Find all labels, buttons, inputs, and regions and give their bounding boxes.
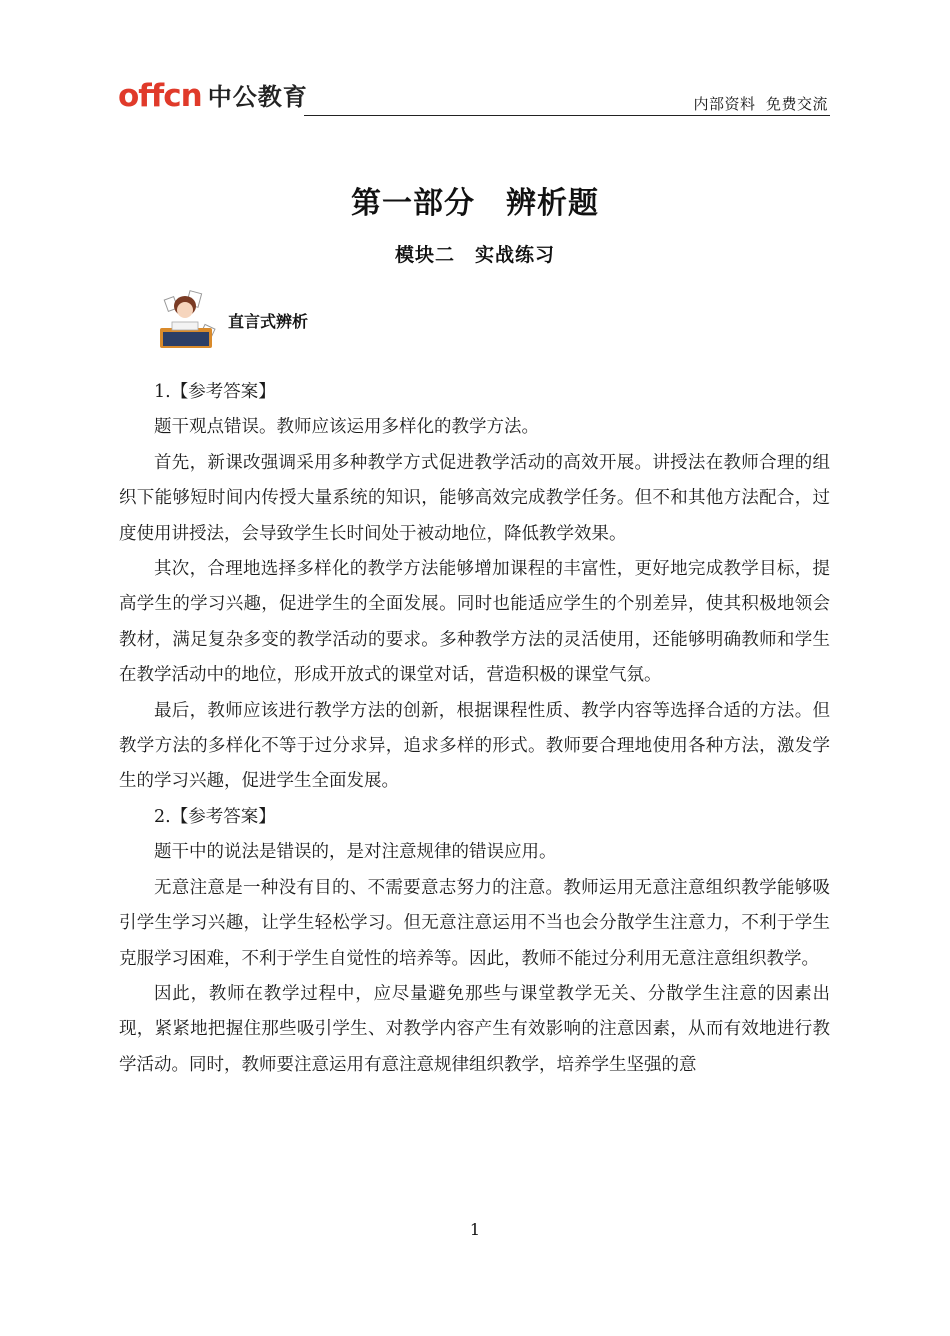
paragraph: 无意注意是一种没有目的、不需要意志努力的注意。教师运用无意注意组织教学能够吸引学生学习兴趣，让学生轻松学习。但无意注意运用不当也会分散学生注意力，不利于学生克服学习困难，不利于学生自觉性的培养等。因此，教师不能过分利用无意注意组织教学。: [119, 877, 830, 969]
page-title: 第一部分 辨析题: [351, 186, 599, 221]
page-header: [118, 78, 830, 118]
answer-2-heading: 2.【参考答案】: [154, 806, 276, 827]
page-subtitle: 模块二 实战练习: [394, 244, 555, 266]
offcn-logo: [118, 78, 308, 114]
paragraph: 首先，新课改强调采用多种教学方式促进教学活动的高效开展。讲授法在教师合理的组织下能够短时间内传授大量系统的知识，能够高效完成教学任务。但不和其他方法配合，过度使用讲授法，会导致学生长时间处于被动地位，降低教学效果。: [119, 452, 830, 544]
teacher-at-desk-icon: [158, 288, 220, 358]
paragraph: 最后，教师应该进行教学方法的创新，根据课程性质、教学内容等选择合适的方法。但教学方法的多样化不等于过分求异，追求多样的形式。教师要合理地使用各种方法，激发学生的学习兴趣，促进学生全面发展。: [119, 700, 830, 792]
section-label: 直言式辨析: [228, 311, 309, 331]
page-number: 1: [469, 1220, 481, 1239]
section-heading: [158, 290, 308, 356]
paragraph: 题干中的说法是错误的，是对注意规律的错误应用。: [154, 842, 557, 863]
header-tag: 内部资料 免费交流: [693, 95, 828, 113]
header-rule: [304, 115, 830, 116]
paragraph: 因此，教师在教学过程中，应尽量避免那些与课堂教学无关、分散学生注意的因素出现，紧紧地把握住那些吸引学生、对教学内容产生有效影响的注意因素，从而有效地进行教学活动。同时，教师要注意运用有意注意规律组织教学，培养学生坚强的意: [119, 983, 830, 1075]
answer-1-heading: 1.【参考答案】: [154, 382, 276, 402]
answer-body: [119, 375, 830, 1083]
paragraph: 题干观点错误。教师应该运用多样化的教学方法。: [154, 417, 539, 438]
logo-cn: 中公教育: [207, 83, 308, 111]
paragraph: 其次，合理地选择多样化的教学方法能够增加课程的丰富性，更好地完成教学目标，提高学生的学习兴趣，促进学生的全面发展。同时也能适应学生的个别差异，使其积极地领会教材，满足复杂多变的教学活动的要求。多种教学方法的灵活使用，还能够明确教师和学生在教学活动中的地位，形成开放式的课堂对话，营造积极的课堂气氛。: [119, 559, 830, 686]
logo-latin: offcn: [118, 78, 202, 114]
